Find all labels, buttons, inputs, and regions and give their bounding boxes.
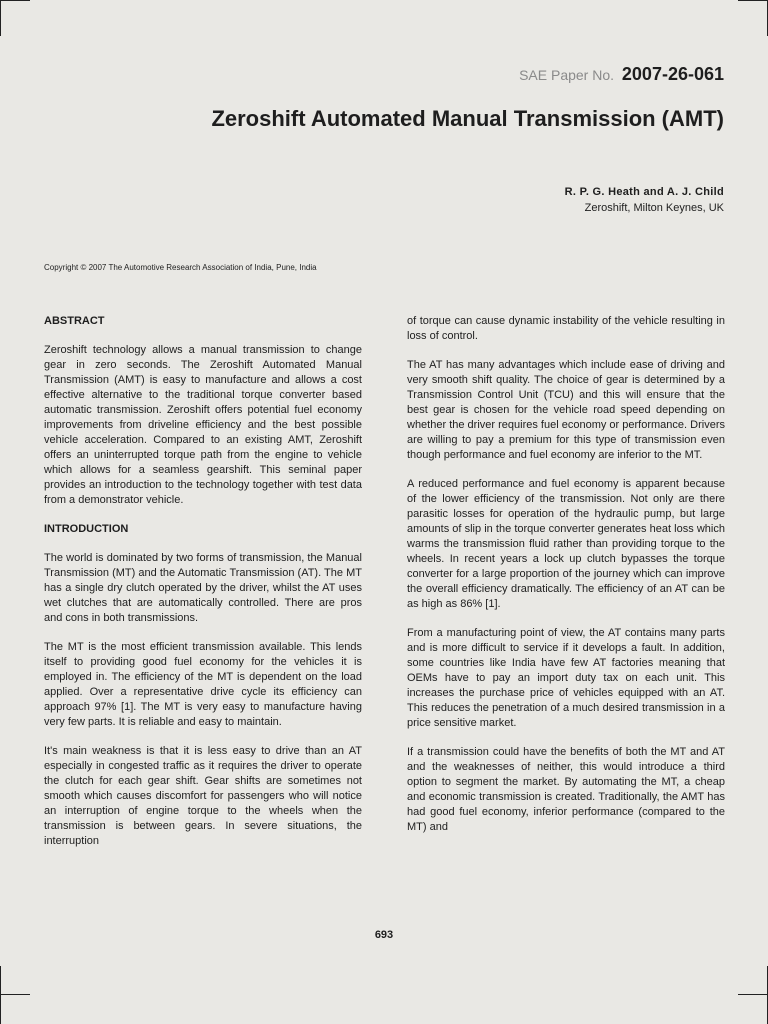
right-column (407, 314, 725, 849)
left-column (44, 314, 362, 863)
authors: R. P. G. Heath and A. J. Child (564, 186, 724, 198)
abstract-text: Zeroshift technology allows a manual transmission to change gear in zero seconds. The Zeroshift Automated Manual Transmission (AMT) is easy to manufacture and allows a cost effective alternative to the traditional torque converter based automatic transmission. Zeroshift offers potential fuel economy improvements from driveline efficiency and the best possible vehicle acceleration. Compared to an existing AMT, Zeroshift offers an uninterrupted torque path from the engine to vehicle which allows for a seamless gearshift. This seminal paper provides an introduction to the technology together with test data from a demonstrator vehicle. (44, 344, 362, 506)
abstract-heading: ABSTRACT (44, 315, 105, 327)
crop-mark (0, 0, 30, 1)
paper-title: Zeroshift Automated Manual Transmission (AMT) (211, 106, 724, 131)
paragraph: The MT is the most efficient transmission available. This lends itself to providing good fuel economy for the vehicles it is employed in. The efficiency of the MT is dependent on the load applied. Over a representative drive cycle its efficiency can approach 97% [1]. The MT is very easy to manufacture having very few parts. It is reliable and easy to maintain. (44, 641, 362, 728)
paragraph: of torque can cause dynamic instability of the vehicle resulting in loss of control. (407, 315, 725, 342)
paragraph: If a transmission could have the benefits of both the MT and AT and the weaknesses of neither, this would introduce a third option to segment the market. By automating the MT, a cheap and economic transmission is created. Traditionally, the AMT has had good fuel economy, inferior performance (compared to the MT) and (407, 746, 725, 833)
crop-mark (738, 994, 768, 995)
crop-mark (738, 0, 768, 1)
paragraph: From a manufacturing point of view, the AT contains many parts and is more difficult to service if it develops a fault. In addition, some countries like India have few AT factories meaning that OEMs have to pay an import duty tax on each unit. This increases the purchase price of vehicles equipped with an AT. This reduces the penetration of a much desired transmission in a price sensitive market. (407, 627, 725, 729)
paper-number: 2007-26-061 (621, 64, 724, 84)
paragraph: The AT has many advantages which include ease of driving and very smooth shift quality. The choice of gear is determined by a Transmission Control Unit (TCU) and this will ensure that the best gear is chosen for the vehicle road speed depending on whether the driver requires fuel economy or performance. Drivers are willing to pay a premium for this type of transmission even though performance and fuel economy are inferior to the MT. (407, 359, 725, 461)
paper-number-label (519, 64, 724, 85)
crop-mark (0, 0, 1, 36)
page-number: 693 (374, 929, 394, 941)
paragraph: A reduced performance and fuel economy is apparent because of the lower efficiency of the transmission. Not only are there parasitic losses for operation of the hydraulic pump, but large amounts of slip in the torque converter generates heat loss which warms the transmission fluid rather than providing torque to the wheels. In recent years a lock up clutch bypasses the torque converter for a large proportion of the journey which can improve the overall efficiency dramatically. The efficiency of an AT can be as high as 86% [1]. (407, 478, 725, 610)
introduction-heading: INTRODUCTION (44, 523, 129, 535)
paragraph: The world is dominated by two forms of transmission, the Manual Transmission (MT) and the Automatic Transmission (AT). The MT has a single dry clutch operated by the driver, whilst the AT uses wet clutches that are automatically controlled. There are pros and cons in both transmissions. (44, 552, 362, 624)
paper-prefix: SAE Paper No. (519, 67, 615, 83)
affiliation: Zeroshift, Milton Keynes, UK (584, 202, 724, 214)
paragraph: It's main weakness is that it is less easy to drive than an AT especially in congested traffic as it requires the driver to operate the clutch for each gear shift. Gear shifts are sometimes not smooth which causes discomfort for passengers who will notice an interruption of engine torque to the wheels when the transmission is between gears. In severe situations, the interruption (44, 745, 362, 847)
crop-mark (0, 966, 1, 1024)
crop-mark (0, 994, 30, 995)
copyright-notice: Copyright © 2007 The Automotive Research Association of India, Pune, India (44, 263, 317, 272)
